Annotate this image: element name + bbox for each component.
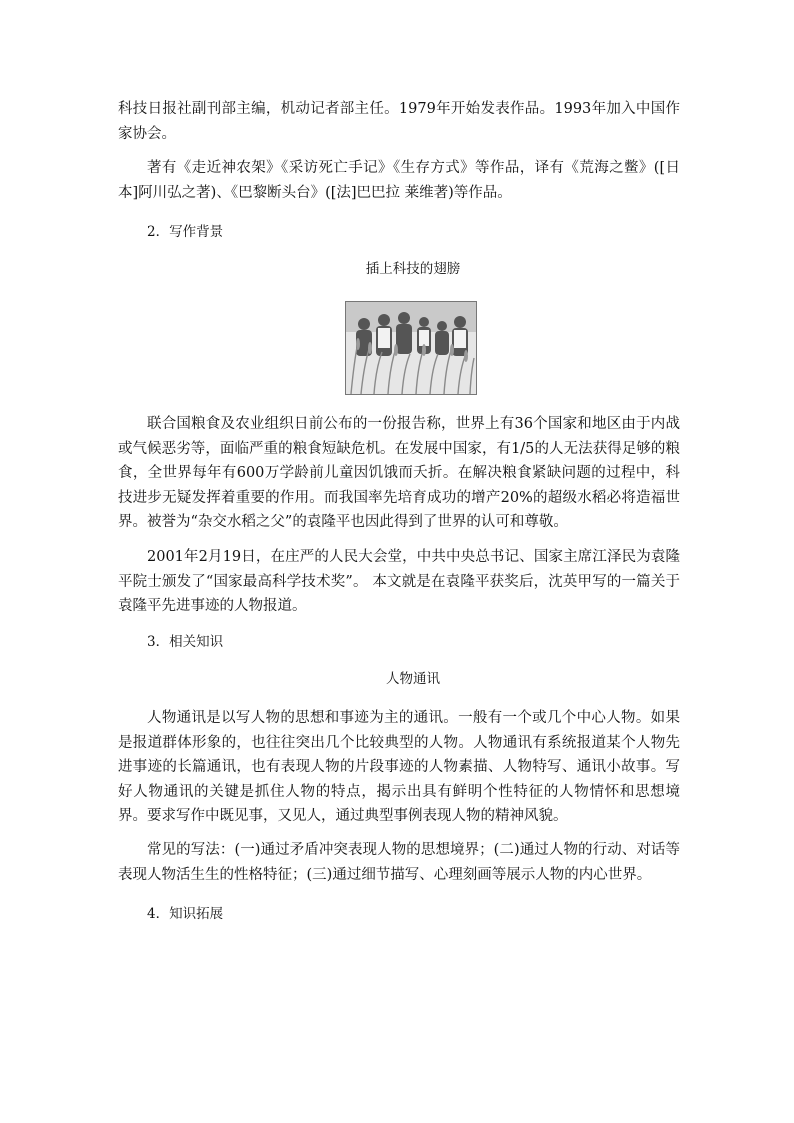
section-heading-extension: 4．知识拓展 xyxy=(147,906,224,922)
rice-field-photo xyxy=(345,301,477,395)
section-heading-knowledge: 3．相关知识 xyxy=(147,634,224,650)
author-bio-paragraph: 科技日报社副刊部主编，机动记者部主任。1979年开始发表作品。1993年加入中国作家协会。 xyxy=(118,101,680,142)
writing-methods-paragraph: 常见的写法：(一)通过矛盾冲突表现人物的思想境界；(二)通过人物的行动、对话等表现人物活生生的性格特征；(三)通过细节描写、心理刻画等展示人物的内心世界。 xyxy=(118,842,680,883)
profile-report-definition-paragraph: 人物通讯是以写人物的思想和事迹为主的通讯。一般有一个或几个中心人物。如果是报道群体形象的，也往往突出几个比较典型的人物。人物通讯有系统报道某个人物先进事迹的长篇通讯，也有表现人物的片段事迹的人物素描、人物特写、通讯小故事。写好人物通讯的关键是抓住人物的特点，揭示出具有鲜明个性特征的人物情怀和思想境界。要求写作中既见事，又见人，通过典型事例表现人物的精神风貌。 xyxy=(118,710,680,824)
article-title-profile-report: 人物通讯 xyxy=(386,671,440,687)
background-paragraph-grain: 联合国粮食及农业组织日前公布的一份报告称，世界上有36个国家和地区由于内战或气候恶劣等，面临严重的粮食短缺危机。在发展中国家，有1/5的人无法获得足够的粮食，全世界每年有600万学龄前儿童因饥饿而夭折。在解决粮食紧缺问题的过程中，科技进步无疑发挥着重要的作用。而我国率先培育成功的增产20%的超级水稻必将造福世界。被誉为“杂交水稻之父”的袁隆平也因此得到了世界的认可和尊敬。 xyxy=(118,416,680,530)
works-paragraph: 著有《走近神农架》《采访死亡手记》《生存方式》等作品，译有《荒海之鳖》([日本]阿川弘之著)、《巴黎断头台》([法]巴巴拉 莱维著)等作品。 xyxy=(118,160,680,201)
background-paragraph-award: 2001年2月19日，在庄严的人民大会堂，中共中央总书记、国家主席江泽民为袁隆平院士颁发了“国家最高科学技术奖”。 本文就是在袁隆平获奖后，沈英甲写的一篇关于袁隆平先进事迹的人物报道。 xyxy=(118,549,680,614)
photo-illustration xyxy=(346,302,476,394)
section-heading-background: 2．写作背景 xyxy=(147,224,224,240)
article-title-wings-of-tech: 插上科技的翅膀 xyxy=(365,261,461,277)
